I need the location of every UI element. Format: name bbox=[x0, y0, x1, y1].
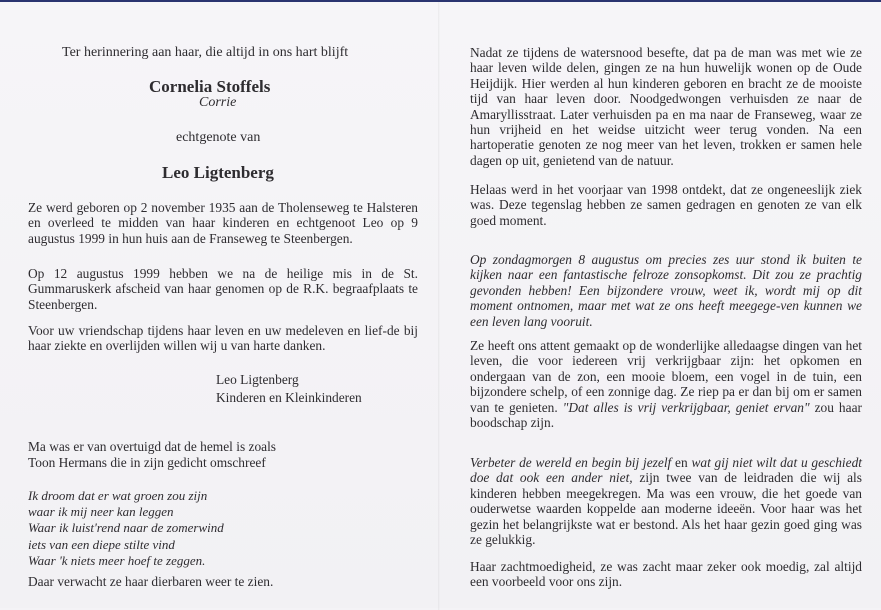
card-fold bbox=[438, 2, 440, 610]
spouse-label: echtgenote van bbox=[176, 130, 261, 145]
everyday-paragraph bbox=[470, 338, 862, 430]
birth-death-paragraph: Ze werd geboren op 2 november 1935 aan de Tholenseweg te Halsteren en overleed te midden van haar kinderen en echtgenoot Leo op 9 augustus 1999 in hun huis aan de Franseweg te Steenbergen. bbox=[28, 200, 418, 246]
poem-line: Ik droom dat er wat groen zou zijn bbox=[28, 488, 208, 503]
everyday-end: zou haar boodschap zijn. bbox=[470, 399, 862, 431]
everyday-text: Ze heeft ons attent gemaakt op de wonderlijke alledaagse dingen van het leven, die voor iedereen vrij verkrijgbaar zijn: het opkomen en ondergaan van de zon, een mooie bloem, een vogel in de tuin, een bijzondere schelp, of een zonnige dag. Ze riep pa er dan bij om er samen van te genieten. bbox=[470, 338, 862, 415]
heaven-line-2: Toon Hermans die in zijn gedicht omschreef bbox=[28, 455, 266, 470]
deceased-name: Cornelia Stoffels bbox=[149, 77, 271, 96]
poem-line: iets van een diepe stilte vind bbox=[28, 536, 175, 552]
guidelines-paragraph bbox=[470, 455, 862, 547]
poem bbox=[28, 488, 224, 569]
guideline-quote-2: wat gij niet wilt dat u geschiedt doe dat ook een ander niet, bbox=[470, 455, 862, 486]
illness-paragraph: Helaas werd in het voorjaar van 1998 ontdekt, dat ze ongeneeslijk ziek was. Deze tegenslag hebben ze samen gedragen en genoten ze van elk goed moment. bbox=[470, 182, 862, 228]
poem-line: Waar ik luist'rend naar de zomerwind bbox=[28, 520, 224, 536]
heaven-line-1: Ma was er van overtuigd dat de hemel is zoals bbox=[28, 439, 277, 454]
poem-line: waar ik mij neer kan leggen bbox=[28, 504, 174, 520]
sunrise-paragraph: Op zondagmorgen 8 augustus om precies zes uur stond ik buiten te kijken naar een fantastische felroze zonsopkomst. Dit zou ze prachtig gevonden hebben! Een bijzondere vrouw, weet ik, wordt mij op dit moment ontnomen, maar met wat ze ons heeft meegege-ven kunnen we een leven lang vooruit. bbox=[470, 252, 862, 329]
intro-line: Ter herinnering aan haar, die altijd in ons hart blijft bbox=[62, 45, 349, 60]
closing-line: Daar verwacht ze haar dierbaren weer te zien. bbox=[28, 574, 274, 589]
gentleness-paragraph: Haar zachtmoedigheid, ze was zacht maar zeker ook moedig, zal altijd een voorbeeld voor ons zijn. bbox=[470, 559, 862, 590]
life-paragraph: Nadat ze tijdens de watersnood besefte, dat pa de man was met wie ze haar leven wilde delen, gingen ze na hun huwelijk wonen op de Oude Heijdijk. Hier werden al hun kinderen geboren en bracht ze de mooiste tijd van haar leven door. Noodgedwongen verhuisden ze naar de Amaryllisstraat. Later verhuisden pa en ma naar de Franseweg, waar ze hun vrijheid en het weidse uitzicht weer terug vonden. Na een hartoperatie genoten ze nog meer van het leven, trokken er samen hele dagen op uit, genietend van de natuur. bbox=[470, 45, 862, 168]
spouse-name: Leo Ligtenberg bbox=[162, 163, 274, 182]
nickname: Corrie bbox=[199, 95, 237, 110]
signature-line-2: Kinderen en Kleinkinderen bbox=[216, 390, 362, 405]
guideline-and: en bbox=[675, 455, 688, 470]
thanks-paragraph: Voor uw vriendschap tijdens haar leven en uw medeleven en lief-de bij haar ziekte en overlijden willen wij u van harte danken. bbox=[28, 323, 418, 354]
everyday-quote: "Dat alles is vrij verkrijgbaar, geniet ervan" bbox=[562, 399, 810, 415]
funeral-paragraph: Op 12 augustus 1999 hebben we na de heilige mis in de St. Gummaruskerk afscheid van haar genomen op de R.K. begraafplaats te Steenbergen. bbox=[28, 266, 418, 312]
guideline-quote-1: Verbeter de wereld en begin bij jezelf bbox=[470, 455, 672, 470]
signature-line-1: Leo Ligtenberg bbox=[216, 372, 299, 387]
guideline-rest: zijn twee van de leidraden die wij als kinderen hebben meegekregen. Ma was een vrouw, die het goede van ouderwetse waarden koppelde aan moderne ideeën. Voor haar was het gezin het belangrijkste wat er bestond. Als het haar gezin goed ging was ze gelukkig. bbox=[470, 470, 862, 548]
poem-line: Waar 'k niets meer hoef te zeggen. bbox=[28, 552, 206, 568]
